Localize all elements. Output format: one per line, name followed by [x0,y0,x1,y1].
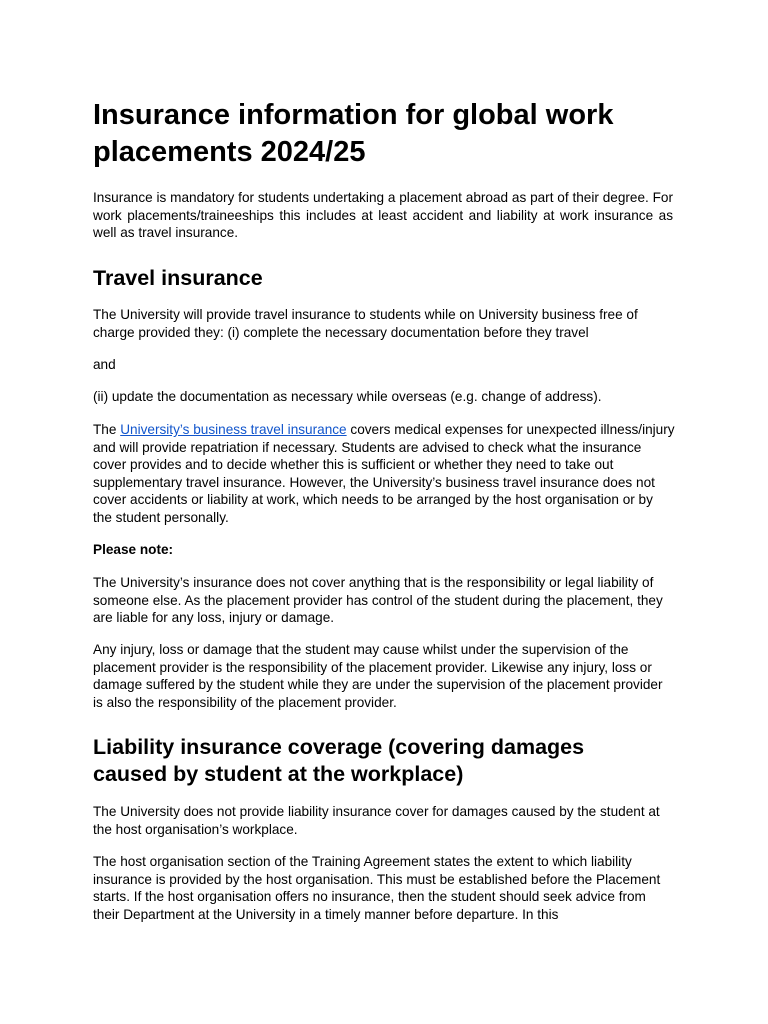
note-paragraph-1: The University’s insurance does not cover anything that is the responsibility or legal liability of someone else. As the placement provider has control of the student during the placement, they are liable for any loss, injury or damage. [93,575,663,626]
intro-paragraph: Insurance is mandatory for students undertaking a placement abroad as part of their degree. For work placements/traineeships this includes at least accident and liability at work insurance as well as travel insurance. [93,190,673,241]
travel-paragraph-1: The University will provide travel insurance to students while on University business free of charge provided they: (i) complete the necessary documentation before they travel [93,307,638,340]
liability-paragraph-1: The University does not provide liability insurance cover for damages caused by the student at the host organisation’s workplace. [93,804,660,837]
travel-paragraph-3 [93,421,675,527]
business-travel-insurance-link[interactable]: University’s business travel insurance [120,422,347,437]
note-paragraph-2: Any injury, loss or damage that the student may cause whilst under the supervision of the placement provider is the responsibility of the placement provider. Likewise any injury, loss or damage suffered by the student while they are under the supervision of the placement provider is also the responsibility of the placement provider. [93,642,663,710]
travel-paragraph-2: (ii) update the documentation as necessary while overseas (e.g. change of address). [93,389,602,404]
liability-insurance-heading: Liability insurance coverage (covering damages caused by student at the workplace) [93,735,585,786]
please-note-label: Please note: [93,542,174,557]
travel-insurance-heading: Travel insurance [93,266,263,290]
travel-paragraph-3-after: covers medical expenses for unexpected illness/injury and will provide repatriation if necessary. Students are advised to check what the insurance cover provides and to decide whether this is sufficient or whether they need to take out supplementary travel insurance. However, the University’s business travel insurance does not cover accidents or liability at work, which needs to be arranged by the host organisation or by the student personally. [93,422,675,525]
liability-paragraph-2: The host organisation section of the Training Agreement states the extent to which liability insurance is provided by the host organisation. This must be established before the Placement starts. If the host organisation offers no insurance, then the student should seek advice from their Department at the University in a timely manner before departure. In this [93,854,661,922]
travel-paragraph-3-before: The [93,422,121,437]
travel-paragraph-and: and [93,357,116,372]
page-title: Insurance information for global work placements 2024/25 [93,99,614,168]
